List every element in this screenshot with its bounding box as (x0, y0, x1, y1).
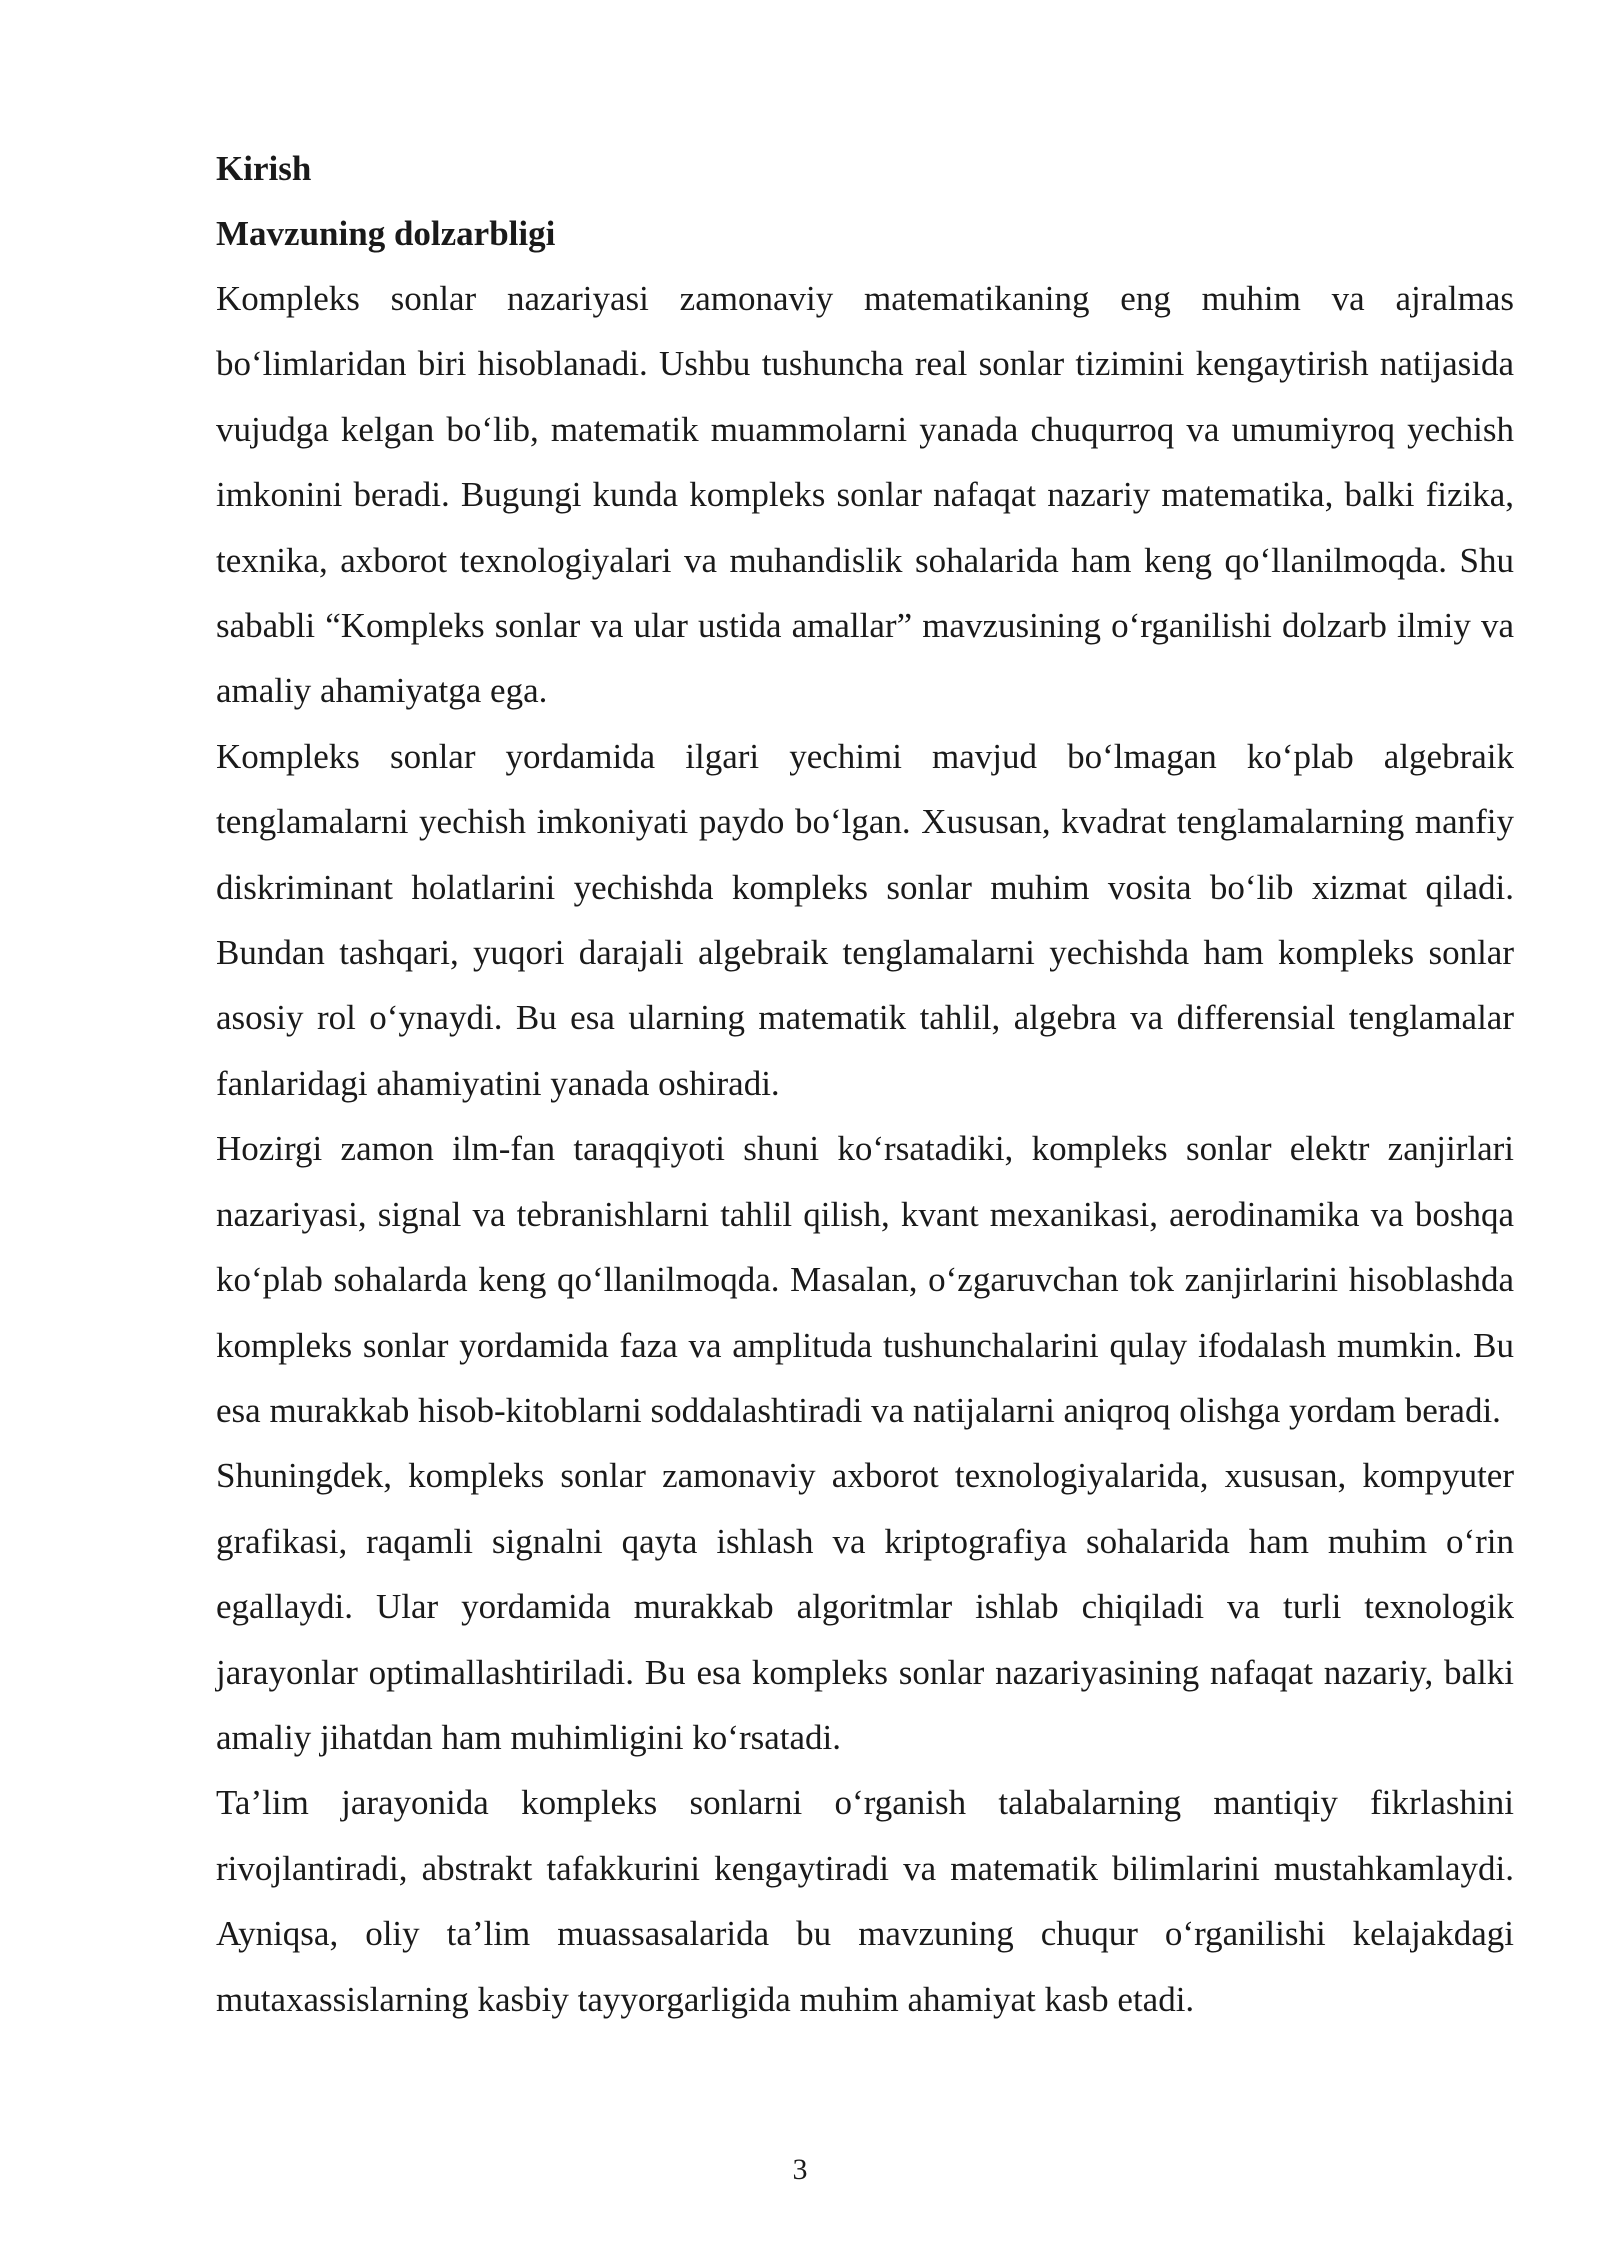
paragraph-1: Kompleks sonlar nazariyasi zamonaviy matematikaning eng muhim va ajralmas bo‘limlaridan biri hisoblanadi. Ushbu tushuncha real sonlar tizimini kengaytirish natijasida vujudga kelgan bo‘lib, matematik muammolarni yanada chuqurroq va umumiyroq yechish imkonini beradi. Bugungi kunda kompleks sonlar nafaqat nazariy matematika, balki fizika, texnika, axborot texnologiyalari va muhandislik sohalarida ham keng qo‘llanilmoqda. Shu sababli “Kompleks sonlar va ular ustida amallar” mavzusining o‘rganilishi dolzarb ilmiy va amaliy ahamiyatga ega. (216, 279, 1514, 711)
page-number: 3 (792, 2153, 808, 2186)
paragraph-3: Hozirgi zamon ilm-fan taraqqiyoti shuni ko‘rsatadiki, kompleks sonlar elektr zanjirlari nazariyasi, signal va tebranishlarni tahlil qilish, kvant mexanikasi, aerodinamika va boshqa ko‘plab sohalarda keng qo‘llanilmoqda. Masalan, o‘zgaruvchan tok zanjirlarini hisoblashda kompleks sonlar yordamida faza va amplituda tushunchalarini qulay ifodalash mumkin. Bu esa murakkab hisob-kitoblarni soddalashtiradi va natijalarni aniqroq olishga yordam beradi. (216, 1129, 1514, 1430)
paragraph-4: Shuningdek, kompleks sonlar zamonaviy axborot texnologiyalarida, xususan, kompyuter grafikasi, raqamli signalni qayta ishlash va kriptografiya sohalarida ham muhim o‘rin egallaydi. Ular yordamida murakkab algoritmlar ishlab chiqiladi va turli texnologik jarayonlar optimallashtiriladi. Bu esa kompleks sonlar nazariyasining nafaqat nazariy, balki amaliy jihatdan ham muhimligini ko‘rsatadi. (216, 1456, 1514, 1757)
paragraph-2: Kompleks sonlar yordamida ilgari yechimi mavjud bo‘lmagan ko‘plab algebraik tenglamalarni yechish imkoniyati paydo bo‘lgan. Xususan, kvadrat tenglamalarning manfiy diskriminant holatlarini yechishda kompleks sonlar muhim vosita bo‘lib xizmat qiladi. Bundan tashqari, yuqori darajali algebraik tenglamalarni yechishda ham kompleks sonlar asosiy rol o‘ynaydi. Bu esa ularning matematik tahlil, algebra va differensial tenglamalar fanlaridagi ahamiyatini yanada oshiradi. (216, 736, 1514, 1103)
page-content (216, 136, 1514, 2032)
subsection-heading-dolzarblik: Mavzuning dolzarbligi (216, 214, 556, 253)
section-heading-kirish: Kirish (216, 149, 312, 188)
paragraph-5: Ta’lim jarayonida kompleks sonlarni o‘rganish talabalarning mantiqiy fikrlashini rivojlantiradi, abstrakt tafakkurini kengaytiradi va matematik bilimlarini mustahkamlaydi. Ayniqsa, oliy ta’lim muassasalarida bu mavzuning chuqur o‘rganilishi kelajakdagi mutaxassislarning kasbiy tayyorgarligida muhim ahamiyat kasb etadi. (216, 1783, 1514, 2019)
